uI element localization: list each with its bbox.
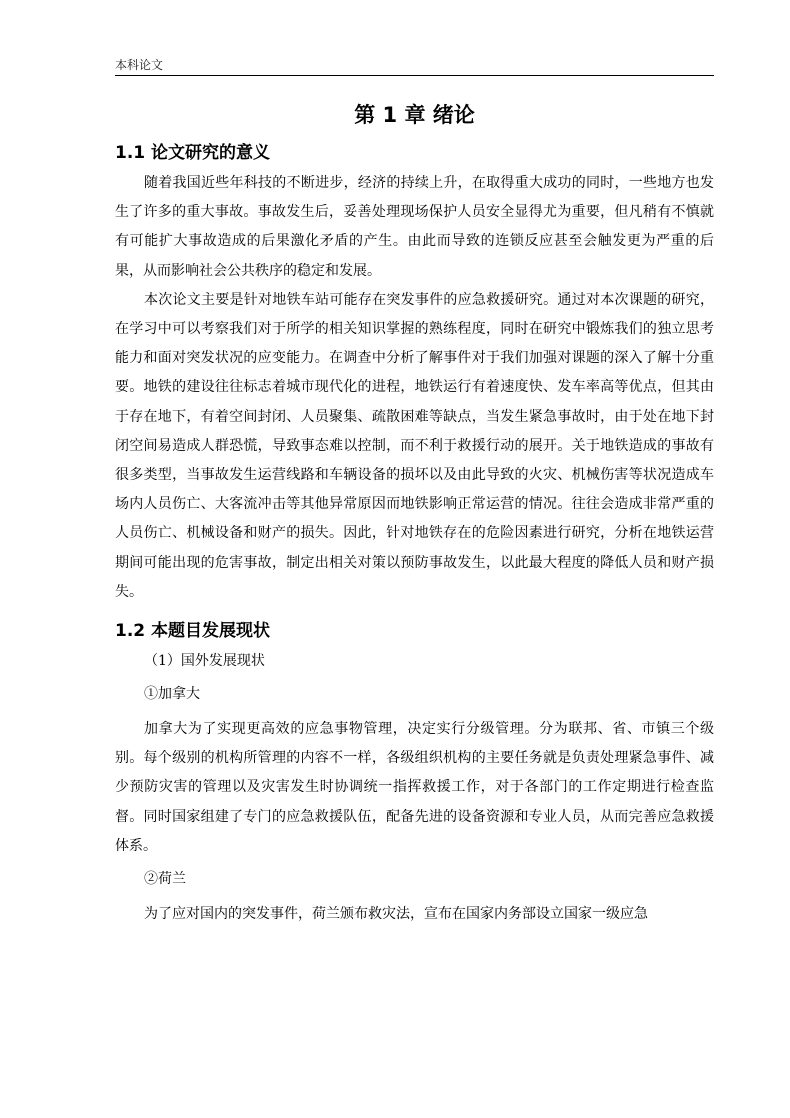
country-label-canada: ①加拿大 [144,686,200,703]
running-header: 本科论文 [115,58,164,72]
section-title-1-1: 1.1 论文研究的意义 [115,143,271,163]
paragraph-significance-1: 随着我国近些年科技的不断进步，经济的持续上升，在取得重大成功的同时，一些地方也发生了许多的重大事故。事故发生后，妥善处理现场保护人员安全显得尤为重要，但凡稍有不慎就有可能扩大事故造成的后果激化矛盾的产生。由此而导致的连锁反应甚至会触发更为严重的后果，从而影响社会公共秩序的稳定和发展。 [115,175,714,279]
paragraph-netherlands: 为了应对国内的突发事件，荷兰颁布救灾法，宣布在国家内务部设立国家一级应急 [144,906,648,923]
paragraph-significance-2: 本次论文主要是针对地铁车站可能存在突发事件的应急救援研究。通过对本次课题的研究，在学习中可以考察我们对于所学的相关知识掌握的熟练程度，同时在研究中锻炼我们的独立思考能力和面对突发状况的应变能力。在调查中分析了解事件对于我们加强对课题的深入了解十分重要。地铁的建设往往标志着城市现代化的进程，地铁运行有着速度快、发车率高等优点，但其由于存在地下，有着空间封闭、人员聚集、疏散困难等缺点，当发生紧急事故时，由于处在地下封闭空间易造成人群恐慌，导致事态难以控制，而不利于救援行动的展开。关于地铁造成的事故有很多类型，当事故发生运营线路和车辆设备的损坏以及由此导致的火灾、机械伤害等状况造成车场内人员伤亡、大客流冲击等其他异常原因而地铁影响正常运营的情况。往往会造成非常严重的人员伤亡、机械设备和财产的损失。因此，针对地铁存在的危险因素进行研究，分析在地铁运营期间可能出现的危害事故，制定出相关对策以预防事故发生，以此最大程度的降低人员和财产损失。 [115,291,714,600]
section-title-1-2: 1.2 本题目发展现状 [115,621,271,642]
chapter-title: 第 1 章 绪论 [354,103,475,127]
subheading-foreign-status: （1）国外发展现状 [144,653,265,670]
header-divider [115,75,714,76]
page-body [115,97,714,929]
country-label-netherlands: ②荷兰 [144,871,186,888]
paper-page [115,0,714,1118]
paragraph-canada: 加拿大为了实现更高效的应急事物管理，决定实行分级管理。分为联邦、省、市镇三个级别。每个级别的机构所管理的内容不一样，各级组织机构的主要任务就是负责处理紧急事件、减少预防灾害的管理以及灾害发生时协调统一指挥救援工作，对于各部门的工作定期进行检查监督。同时国家组建了专门的应急救援队伍，配备先进的设备资源和专业人员，从而完善应急救援体系。 [115,721,714,854]
